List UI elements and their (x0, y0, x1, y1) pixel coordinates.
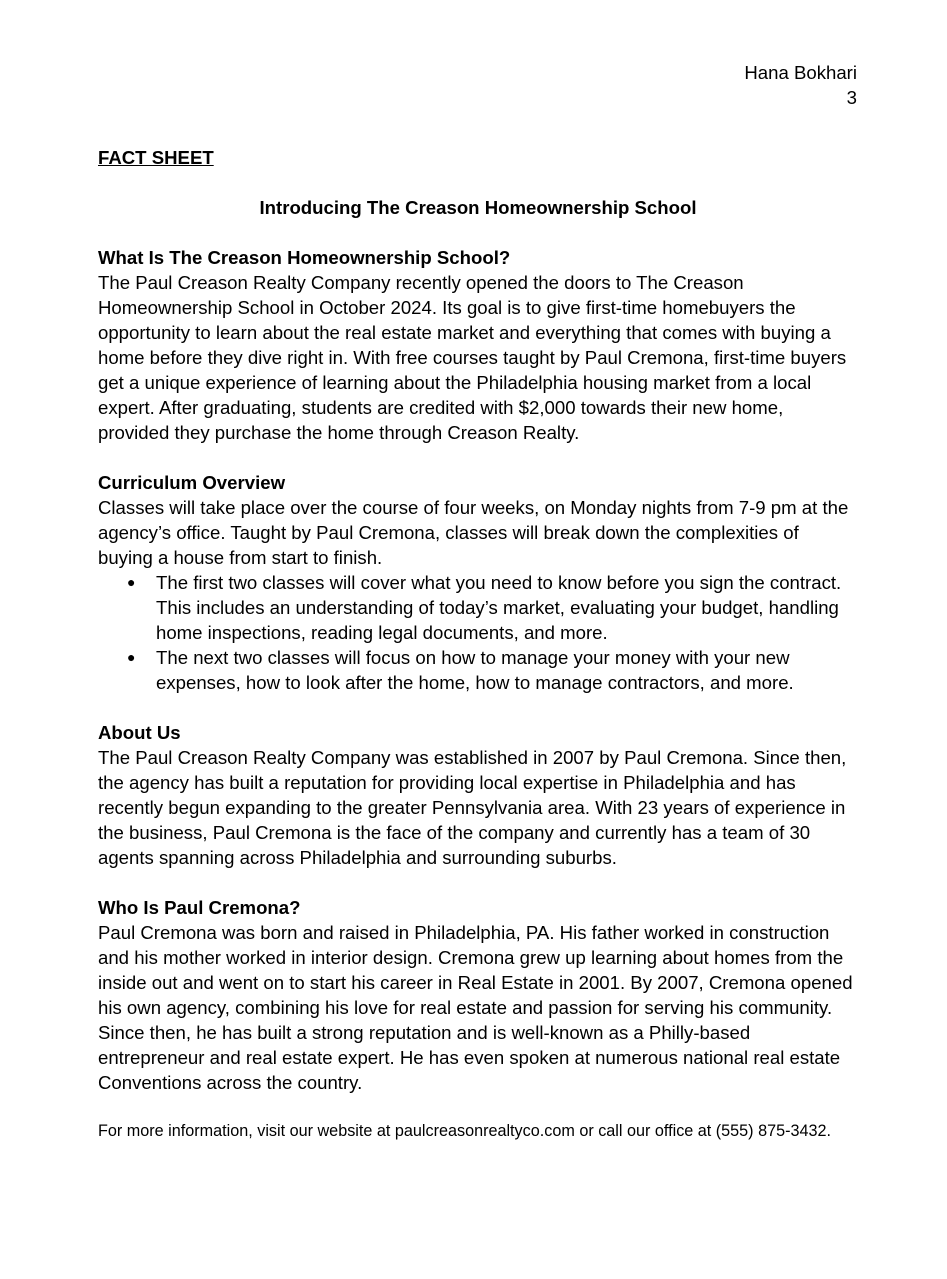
page-header (744, 60, 857, 110)
fact-sheet-label: FACT SHEET (98, 147, 214, 168)
section-about-us (98, 720, 858, 870)
list-item (98, 645, 858, 695)
contact-footer-note: For more information, visit our website at paulcreasonrealtyco.com or call our office at (555) 875-3432. (98, 1122, 831, 1140)
section-heading: Who Is Paul Cremona? (98, 897, 301, 918)
section-body: Classes will take place over the course of four weeks, on Monday nights from 7-9 pm at the agency’s office. Taught by Paul Cremona, classes will break down the complexities of buying a house from start to finish. (98, 497, 849, 568)
author-name: Hana Bokhari (744, 62, 857, 83)
section-heading: Curriculum Overview (98, 472, 286, 493)
section-curriculum (98, 470, 858, 695)
list-item-text: The next two classes will focus on how to manage your money with your new expenses, how to look after the home, how to manage contractors, and more. (156, 647, 794, 693)
bullet-icon: ● (127, 574, 136, 590)
section-heading: What Is The Creason Homeownership School? (98, 247, 511, 268)
section-what-is (98, 245, 858, 445)
document-title: Introducing The Creason Homeownership School (259, 197, 697, 218)
page-number: 3 (846, 87, 857, 108)
bullet-icon: ● (127, 649, 136, 665)
section-heading: About Us (98, 722, 181, 743)
section-body: Paul Cremona was born and raised in Philadelphia, PA. His father worked in construction and his mother worked in interior design. Cremona grew up learning about homes from the inside out and went on to start his career in Real Estate in 2001. By 2007, Cremona opened his own agency, combining his love for real estate and passion for serving his community. Since then, he has built a strong reputation and is well-known as a Philly-based entrepreneur and real estate expert. He has even spoken at numerous national real estate Conventions across the country. (98, 922, 853, 1093)
document-body (98, 145, 858, 1143)
curriculum-bullet-list (98, 570, 858, 695)
list-item (98, 570, 858, 645)
list-item-text: The first two classes will cover what you need to know before you sign the contract. This includes an understanding of today’s market, evaluating your budget, handling home inspections, reading legal documents, and more. (156, 572, 842, 643)
section-body: The Paul Creason Realty Company was established in 2007 by Paul Cremona. Since then, the agency has built a reputation for providing local expertise in Philadelphia and has recently begun expanding to the greater Pennsylvania area. With 23 years of experience in the business, Paul Cremona is the face of the company and currently has a team of 30 agents spanning across Philadelphia and surrounding suburbs. (98, 747, 847, 868)
section-body: The Paul Creason Realty Company recently opened the doors to The Creason Homeownership School in October 2024. Its goal is to give first-time homebuyers the opportunity to learn about the real estate market and everything that comes with buying a home before they dive right in. With free courses taught by Paul Cremona, first-time buyers get a unique experience of learning about the Philadelphia housing market from a local expert. After graduating, students are credited with $2,000 towards their new home, provided they purchase the home through Creason Realty. (98, 272, 847, 443)
section-who-is (98, 895, 858, 1095)
